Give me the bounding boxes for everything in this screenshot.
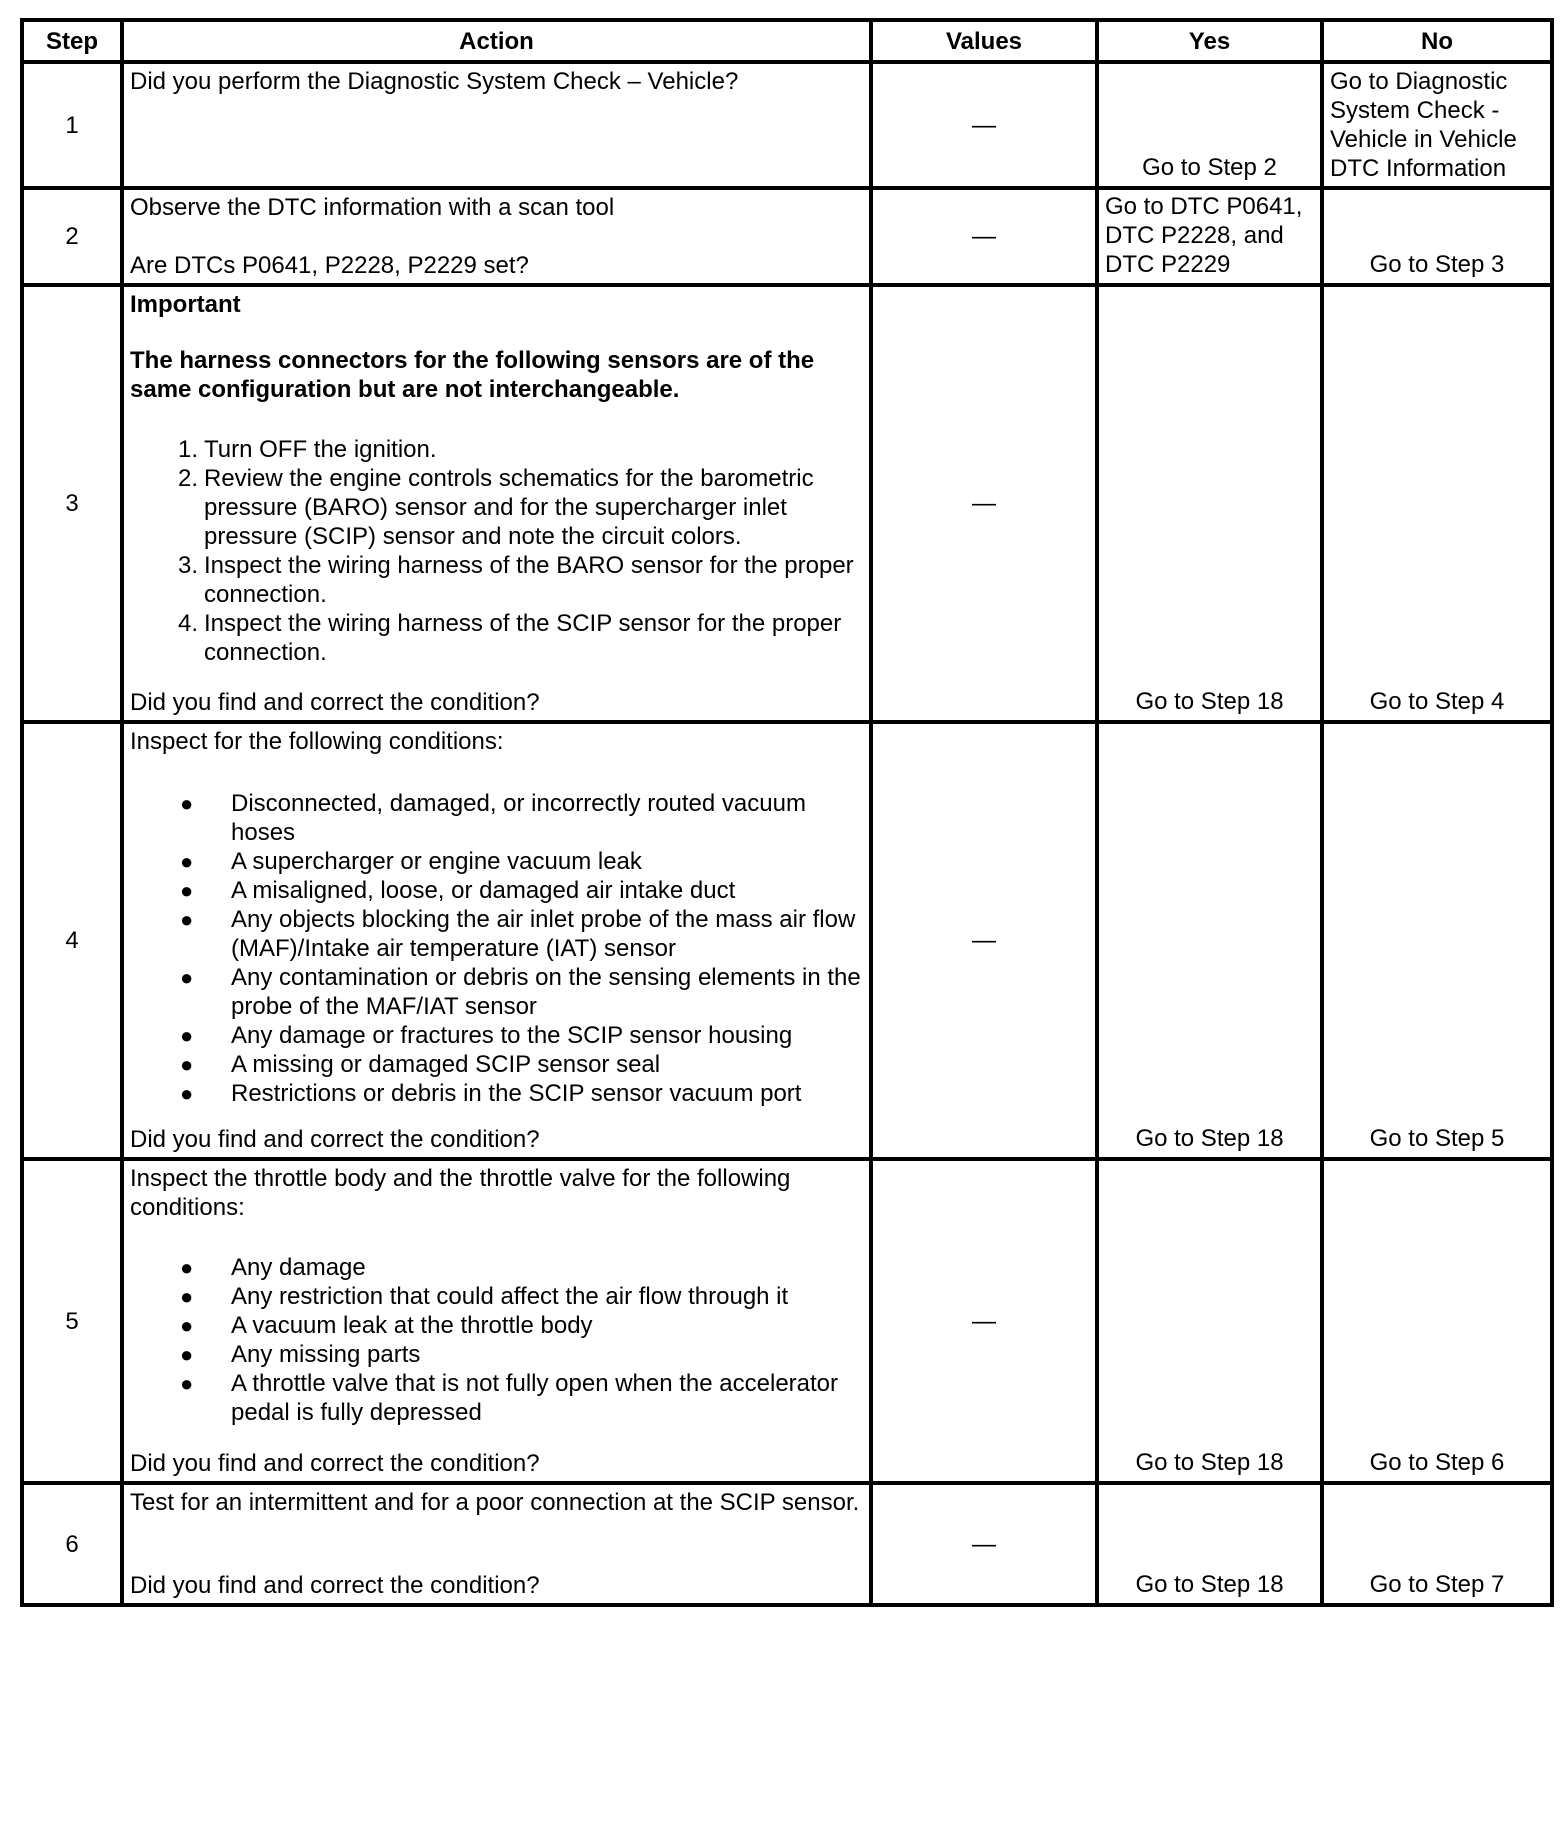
step-number: 6 <box>22 1483 122 1605</box>
no-cell <box>1322 285 1552 722</box>
no-cell <box>1322 62 1552 188</box>
action-question: Did you find and correct the condition? <box>130 1450 540 1477</box>
no-cell <box>1322 188 1552 285</box>
list-item <box>130 1079 863 1108</box>
list-item <box>130 464 863 551</box>
action-text: Observe the DTC information with a scan tool <box>130 194 615 221</box>
no-text: Go to Diagnostic System Check - Vehicle in Vehicle DTC Information <box>1330 68 1517 182</box>
bullet-icon: ● <box>180 1023 194 1048</box>
bullet-icon: ● <box>180 1052 194 1077</box>
list-text: A misaligned, loose, or damaged air intake duct <box>231 877 736 904</box>
bullet-icon: ● <box>180 878 194 903</box>
list-text: Any contamination or debris on the sensing elements in the probe of the MAF/IAT sensor <box>231 964 861 1020</box>
bullet-icon: ● <box>180 1284 194 1309</box>
list-marker: 1. <box>178 436 199 463</box>
bullet-icon: ● <box>180 791 194 816</box>
list-text: Any damage <box>231 1254 366 1281</box>
action-cell <box>122 285 871 722</box>
list-text: Any restriction that could affect the air flow through it <box>231 1283 789 1310</box>
step-number: 3 <box>22 285 122 722</box>
list-text: Any objects blocking the air inlet probe of the mass air flow (MAF)/Intake air temperature (IAT) sensor <box>231 906 856 962</box>
list-marker: 2. <box>178 465 199 492</box>
action-text: Inspect for the following conditions: <box>130 728 504 755</box>
yes-cell <box>1097 188 1322 285</box>
list-item <box>130 435 863 464</box>
list-item <box>130 1340 863 1369</box>
numbered-list <box>130 435 863 667</box>
table-row <box>22 285 1552 722</box>
list-text: A missing or damaged SCIP sensor seal <box>231 1051 661 1078</box>
list-item <box>130 905 863 963</box>
list-item <box>130 1311 863 1340</box>
action-cell <box>122 1159 871 1483</box>
no-cell <box>1322 1159 1552 1483</box>
value-cell: — <box>871 1159 1097 1483</box>
value-cell: — <box>871 1483 1097 1605</box>
table-row <box>22 722 1552 1159</box>
list-item <box>130 609 863 667</box>
list-item <box>130 876 863 905</box>
header-step: Step <box>22 20 122 62</box>
yes-cell <box>1097 1483 1322 1605</box>
list-item <box>130 847 863 876</box>
list-item <box>130 1021 863 1050</box>
list-text: A supercharger or engine vacuum leak <box>231 848 642 875</box>
list-item <box>130 789 863 847</box>
value-cell: — <box>871 285 1097 722</box>
list-text: Any damage or fractures to the SCIP sensor housing <box>231 1022 793 1049</box>
action-text: Inspect the throttle body and the throttle valve for the following conditions: <box>130 1165 791 1221</box>
header-yes: Yes <box>1097 20 1322 62</box>
list-item <box>130 1369 863 1427</box>
action-text: Test for an intermittent and for a poor connection at the SCIP sensor. <box>130 1489 860 1516</box>
list-item <box>130 1050 863 1079</box>
yes-text: Go to DTC P0641, DTC P2228, and DTC P2229 <box>1105 193 1303 278</box>
yes-cell <box>1097 285 1322 722</box>
list-text: A throttle valve that is not fully open when the accelerator pedal is fully depressed <box>231 1370 839 1426</box>
yes-cell <box>1097 722 1322 1159</box>
action-question: Did you find and correct the condition? <box>130 1572 540 1599</box>
no-text: Go to Step 3 <box>1369 251 1505 278</box>
action-question: Did you find and correct the condition? <box>130 1126 540 1153</box>
yes-text: Go to Step 18 <box>1135 1125 1284 1152</box>
step-number: 4 <box>22 722 122 1159</box>
list-text: Disconnected, damaged, or incorrectly routed vacuum hoses <box>231 790 806 846</box>
list-marker: 4. <box>178 610 199 637</box>
yes-text: Go to Step 2 <box>1142 154 1277 181</box>
bullet-list <box>130 1253 863 1427</box>
step-number: 1 <box>22 62 122 188</box>
list-text: Any missing parts <box>231 1341 421 1368</box>
header-values: Values <box>871 20 1097 62</box>
table-row <box>22 62 1552 188</box>
yes-text: Go to Step 18 <box>1135 688 1284 715</box>
list-text: Review the engine controls schematics for the barometric pressure (BARO) sensor and for the supercharger inlet pressure (SCIP) sensor and note the circuit colors. <box>204 465 814 550</box>
bullet-icon: ● <box>180 849 194 874</box>
list-text: Restrictions or debris in the SCIP sensor vacuum port <box>231 1080 802 1107</box>
header-row <box>22 20 1552 62</box>
bullet-list <box>130 789 863 1108</box>
list-text: Turn OFF the ignition. <box>204 436 437 463</box>
action-text: Did you perform the Diagnostic System Check – Vehicle? <box>130 68 739 95</box>
list-text: A vacuum leak at the throttle body <box>231 1312 593 1339</box>
no-text: Go to Step 7 <box>1369 1571 1505 1598</box>
bullet-icon: ● <box>180 907 194 932</box>
yes-text: Go to Step 18 <box>1135 1449 1284 1476</box>
value-cell: — <box>871 722 1097 1159</box>
yes-text: Go to Step 18 <box>1135 1571 1284 1598</box>
no-text: Go to Step 5 <box>1369 1125 1505 1152</box>
table-row <box>22 1483 1552 1605</box>
list-text: Inspect the wiring harness of the BARO sensor for the proper connection. <box>204 552 854 608</box>
bullet-icon: ● <box>180 965 194 990</box>
important-label: Important <box>130 291 241 318</box>
no-text: Go to Step 6 <box>1369 1449 1505 1476</box>
no-cell <box>1322 1483 1552 1605</box>
step-number: 5 <box>22 1159 122 1483</box>
table-row <box>22 188 1552 285</box>
list-item <box>130 1253 863 1282</box>
bullet-icon: ● <box>180 1371 194 1396</box>
list-text: Inspect the wiring harness of the SCIP sensor for the proper connection. <box>204 610 842 666</box>
action-cell <box>122 62 871 188</box>
diagnostic-table <box>20 18 1554 1607</box>
bullet-icon: ● <box>180 1313 194 1338</box>
action-question: Did you find and correct the condition? <box>130 689 540 716</box>
action-question: Are DTCs P0641, P2228, P2229 set? <box>130 252 529 279</box>
table-row <box>22 1159 1552 1483</box>
value-cell: — <box>871 62 1097 188</box>
step-number: 2 <box>22 188 122 285</box>
list-item <box>130 1282 863 1311</box>
bullet-icon: ● <box>180 1255 194 1280</box>
no-cell <box>1322 722 1552 1159</box>
header-no: No <box>1322 20 1552 62</box>
yes-cell <box>1097 62 1322 188</box>
action-cell <box>122 722 871 1159</box>
bullet-icon: ● <box>180 1081 194 1106</box>
no-text: Go to Step 4 <box>1369 688 1505 715</box>
bullet-icon: ● <box>180 1342 194 1367</box>
yes-cell <box>1097 1159 1322 1483</box>
list-item <box>130 963 863 1021</box>
list-item <box>130 551 863 609</box>
header-action: Action <box>122 20 871 62</box>
action-cell <box>122 188 871 285</box>
action-cell <box>122 1483 871 1605</box>
important-text: The harness connectors for the following sensors are of the same configuration but are not interchangeable. <box>130 347 815 403</box>
value-cell: — <box>871 188 1097 285</box>
list-marker: 3. <box>178 552 199 579</box>
